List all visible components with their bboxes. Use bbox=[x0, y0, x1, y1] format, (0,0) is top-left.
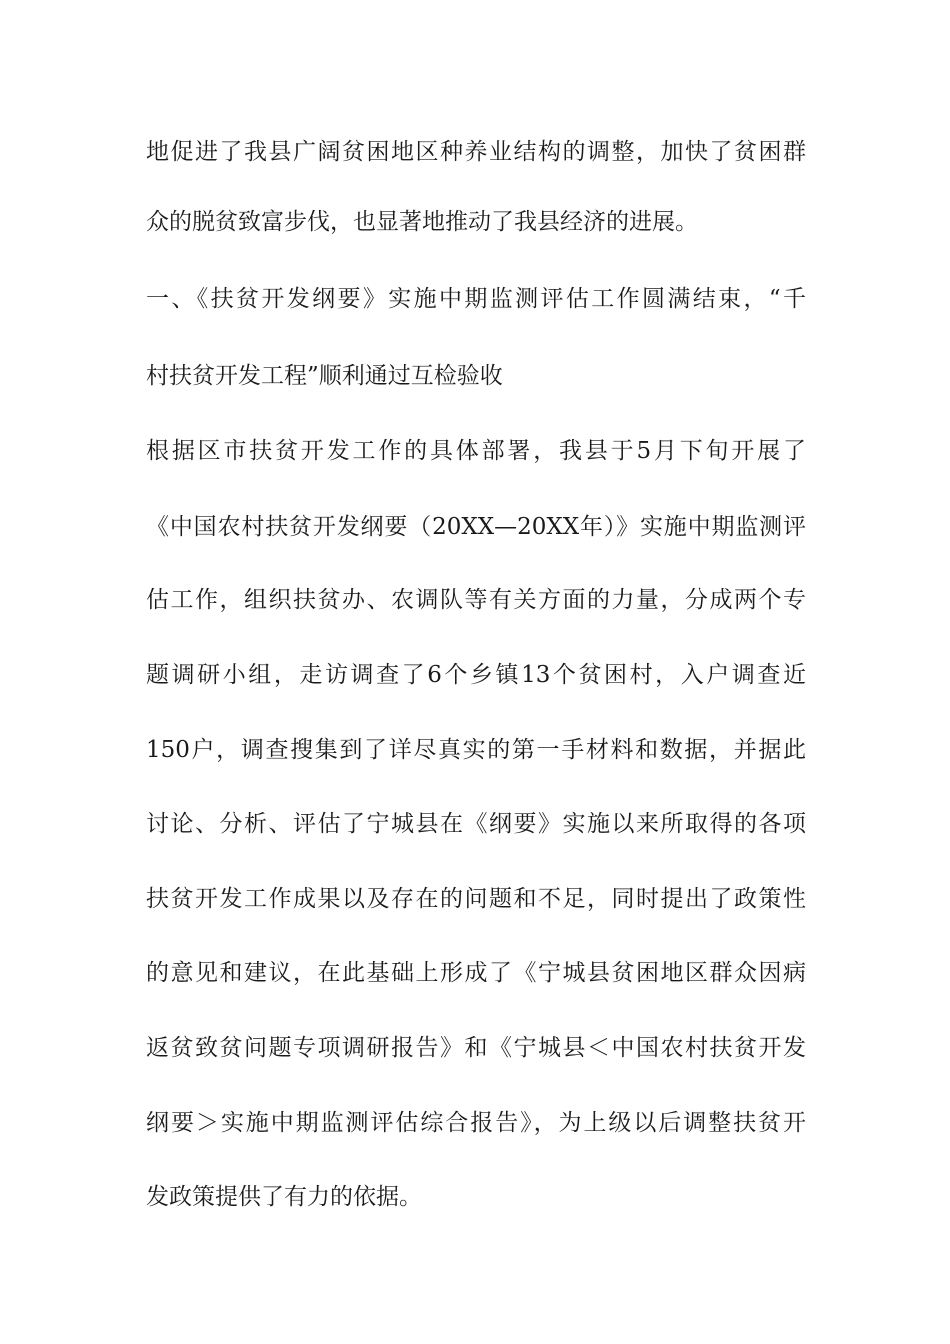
body-line-7: 扶贫开发工作成果以及存在的问题和不足，同时提出了政策性 bbox=[146, 886, 806, 912]
body-line-5: 150户，调查搜集到了详尽真实的第一手材料和数据，并据此 bbox=[146, 737, 806, 763]
body-line-2: 《中国农村扶贫开发纲要（20XX—20XX年）》实施中期监测评 bbox=[146, 514, 806, 540]
body-line-4: 题调研小组，走访调查了6个乡镇13个贫困村，入户调查近 bbox=[146, 662, 806, 688]
body-line-8: 的意见和建议，在此基础上形成了《宁城县贫困地区群众因病 bbox=[146, 960, 806, 986]
section-heading-line-1: 一、《扶贫开发纲要》实施中期监测评估工作圆满结束，“千 bbox=[146, 286, 806, 312]
intro-line-1: 地促进了我县广阔贫困地区种养业结构的调整，加快了贫困群 bbox=[146, 139, 806, 165]
body-line-1: 根据区市扶贫开发工作的具体部署，我县于5月下旬开展了 bbox=[146, 438, 806, 464]
section-heading-line-2: 村扶贫开发工程”顺利通过互检验收 bbox=[146, 363, 503, 389]
body-line-6: 讨论、分析、评估了宁城县在《纲要》实施以来所取得的各项 bbox=[146, 811, 806, 837]
body-line-11: 发政策提供了有力的依据。 bbox=[146, 1184, 422, 1210]
body-line-10: 纲要＞实施中期监测评估综合报告》，为上级以后调整扶贫开 bbox=[146, 1110, 806, 1136]
body-line-3: 估工作，组织扶贫办、农调队等有关方面的力量，分成两个专 bbox=[146, 587, 806, 613]
intro-line-2: 众的脱贫致富步伐，也显著地推动了我县经济的进展。 bbox=[146, 209, 698, 235]
body-line-9: 返贫致贫问题专项调研报告》和《宁城县＜中国农村扶贫开发 bbox=[146, 1035, 806, 1061]
